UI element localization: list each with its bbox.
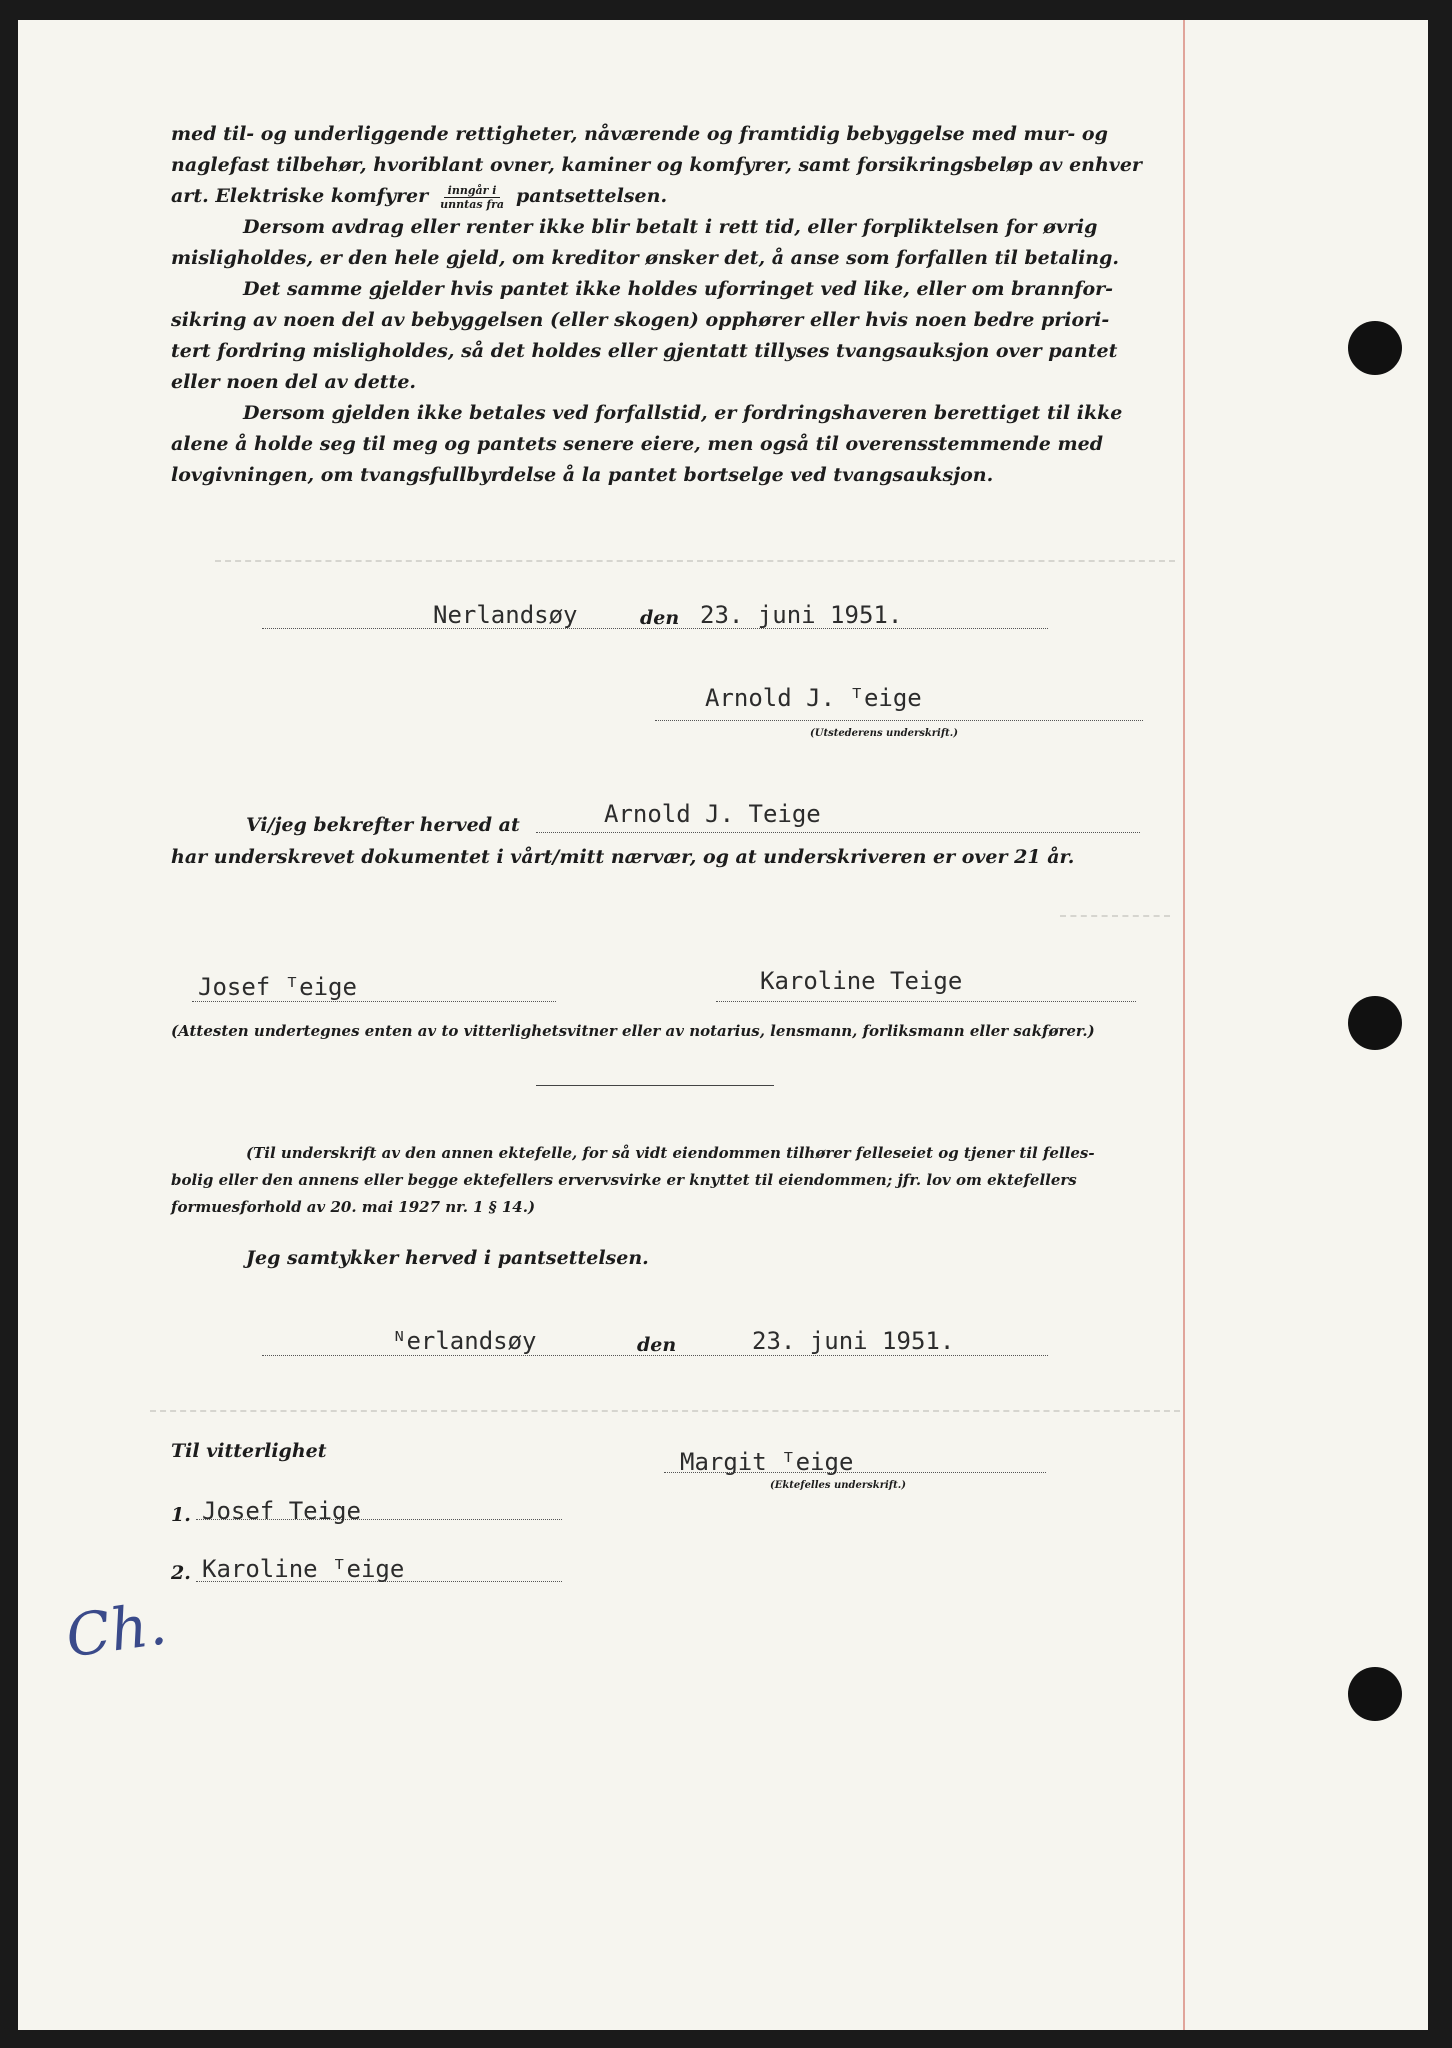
inclusion-fraction — [436, 184, 508, 211]
spouse-witness-2: Karoline ᵀeige — [202, 1555, 405, 1583]
witness-1-line — [192, 1001, 556, 1002]
clause-line: naglefast tilbehør, hvoriblant ovner, kaminer og komfyrer, samt forsikringsbeløp av enhver — [171, 154, 1142, 176]
issuer-date: 23. juni 1951. — [700, 601, 903, 629]
clause-text: pantsettelsen. — [516, 185, 668, 207]
attest-witness-1: Josef ᵀeige — [198, 973, 357, 1001]
attest-name: Arnold J. Teige — [604, 800, 821, 828]
attest-name-line — [536, 832, 1140, 833]
spouse-note-line: (Til underskrift av den annen ektefelle, for så vidt eiendommen tilhører felleseiet og tjener til felles- — [246, 1144, 1095, 1162]
witness-number-2: 2. — [171, 1562, 191, 1584]
bleed-through-mark — [150, 1410, 1180, 1412]
spouse-signature: Margit ᵀeige — [680, 1448, 854, 1476]
fraction-numerator: inngår i — [444, 184, 501, 198]
punch-hole-top — [1348, 321, 1402, 375]
clause-line: lovgivningen, om tvangsfullbyrdelse å la pantet bortselge ved tvangsauksjon. — [171, 464, 994, 486]
bleed-through-mark — [1060, 915, 1170, 917]
section-divider — [536, 1085, 774, 1086]
spouse-place: ᴺerlandsøy — [392, 1327, 537, 1355]
witness-2-line — [716, 1001, 1136, 1002]
issuer-signature: Arnold J. ᵀeige — [705, 684, 922, 712]
spouse-signature-caption: (Ektefelles underskrift.) — [770, 1480, 906, 1491]
witness-label: Til vitterlighet — [171, 1440, 327, 1462]
clause-line: med til- og underliggende rettigheter, nåværende og framtidig bebyggelse med mur- og — [171, 123, 1108, 145]
clause-line: sikring av noen del av bebyggelsen (eller skogen) opphører eller hvis noen bedre priori- — [171, 309, 1110, 331]
issuer-den-label: den — [640, 607, 680, 629]
spouse-den-label: den — [637, 1334, 677, 1356]
issuer-signature-line — [655, 720, 1143, 721]
margin-rule — [1183, 20, 1185, 2030]
clause-line: Det samme gjelder hvis pantet ikke holdes uforringet ved like, eller om brannfor- — [243, 278, 1114, 300]
clause-line: misligholdes, er den hele gjeld, om kreditor ønsker det, å anse som forfallen til betaling. — [171, 247, 1120, 269]
margin-initials: Ch. — [61, 1589, 171, 1671]
issuer-place: Nerlandsøy — [433, 601, 578, 629]
clause-line: Dersom avdrag eller renter ikke blir betalt i rett tid, eller forpliktelsen for øvrig — [243, 216, 1098, 238]
attest-note: (Attesten undertegnes enten av to vitterlighetsvitner eller av notarius, lensmann, forliksmann eller sakfører.) — [171, 1022, 1095, 1040]
fraction-denominator: unntas fra — [440, 197, 505, 211]
attest-statement: har underskrevet dokumentet i vårt/mitt nærvær, og at underskriveren er over 21 år. — [171, 846, 1075, 868]
clause-text: art. Elektriske komfyrer — [171, 185, 429, 207]
bleed-through-mark — [215, 560, 1175, 562]
spouse-consent: Jeg samtykker herved i pantsettelsen. — [246, 1247, 649, 1269]
clause-line: Dersom gjelden ikke betales ved forfallstid, er fordringshaveren berettiget til ikke — [243, 402, 1123, 424]
spouse-note-line: formuesforhold av 20. mai 1927 nr. 1 § 14.) — [171, 1198, 536, 1216]
clause-line-with-fraction — [171, 181, 667, 212]
witness-number-1: 1. — [171, 1504, 191, 1526]
attest-label: Vi/jeg bekrefter herved at — [246, 814, 520, 836]
spouse-date: 23. juni 1951. — [752, 1327, 955, 1355]
punch-hole-middle — [1348, 996, 1402, 1050]
spouse-note-line: bolig eller den annens eller begge ektefellers ervervsvirke er knyttet til eiendommen; jfr. lov om ektefellers — [171, 1171, 1077, 1189]
attest-witness-2: Karoline Teige — [760, 967, 963, 995]
spouse-witness-1: Josef Teige — [202, 1497, 361, 1525]
issuer-signature-caption: (Utstederens underskrift.) — [810, 728, 958, 739]
clause-line: eller noen del av dette. — [171, 371, 417, 393]
clause-line: alene å holde seg til meg og pantets senere eiere, men også til overensstemmende med — [171, 433, 1103, 455]
punch-hole-bottom — [1348, 1667, 1402, 1721]
clause-line: tert fordring misligholdes, så det holdes eller gjentatt tillyses tvangsauksjon over pantet — [171, 340, 1118, 362]
